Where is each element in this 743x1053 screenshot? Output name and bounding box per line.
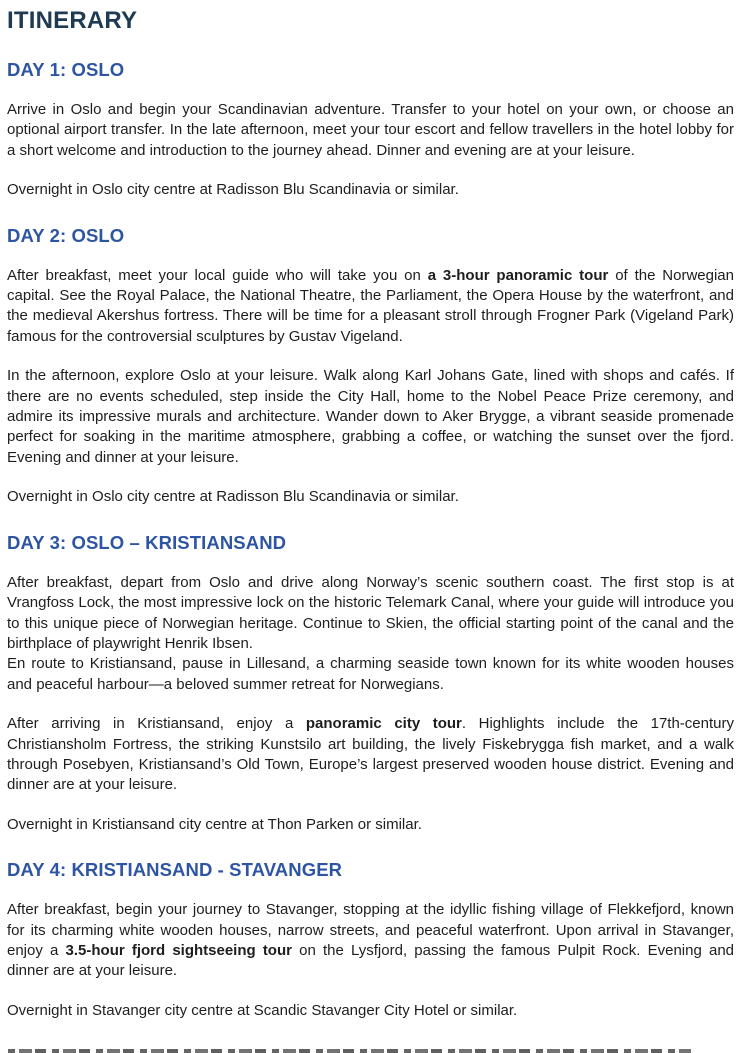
text-run: After arriving in Kristiansand, enjoy a: [7, 715, 306, 733]
text-run: Arrive in Oslo and begin your Scandinavian adventure. Transfer to your hotel on your own, or choose an optional airport transfer. In the late afternoon, meet your tour escort and fellow travellers in the hotel lobby for a short welcome and introduction to the journey ahead. Dinner and evening are at your leisure.: [7, 101, 734, 159]
day-paragraph: [7, 100, 734, 161]
text-run: In the afternoon, explore Oslo at your leisure. Walk along Karl Johans Gate, lined with shops and cafés. If there are no events scheduled, step inside the City Hall, home to the Nobel Peace Prize ceremony, and admire its impressive murals and architecture. Wander down to Aker Brygge, a vibrant seaside promenade perfect for soaking in the maritime atmosphere, grabbing a coffee, or watching the sunset over the fjord. Evening and dinner at your leisure.: [7, 367, 734, 466]
text-run: Overnight in Kristiansand city centre at Thon Parken or similar.: [7, 815, 422, 833]
text-run: After breakfast, meet your local guide who will take you on: [7, 266, 428, 284]
text-run: After breakfast, begin your journey to Stavanger, stopping at the idyllic fishing village of Flekkefjord, known for its charming white wooden houses, narrow streets, and peaceful waterfront. Upon arrival in Stavanger, enjoy a: [7, 901, 734, 959]
day-paragraph: [7, 266, 734, 348]
day-paragraph: [7, 573, 734, 695]
day-heading: DAY 3: OSLO – KRISTIANSAND: [7, 531, 287, 553]
overnight-note: [7, 815, 734, 835]
text-run: of the Norwegian capital. See the Royal Palace, the National Theatre, the Parliament, the Opera House by the waterfront, and the medieval Akershus fortress. There will be time for a pleasant stroll through Frogner Park (Vigeland Park) famous for the controversial sculptures by Gustav Vigeland.: [7, 266, 734, 345]
day-paragraphs: [7, 266, 734, 508]
day-paragraph: [7, 900, 734, 982]
day-section: [7, 859, 734, 1021]
page-title: ITINERARY: [7, 7, 138, 34]
overnight-note: [7, 1001, 734, 1021]
text-run: Overnight in Oslo city centre at Radisson Blu Scandinavia or similar.: [7, 488, 459, 506]
text-run: Overnight in Oslo city centre at Radisson Blu Scandinavia or similar.: [7, 181, 459, 199]
bold-text-run: 3.5-hour fjord sightseeing tour: [65, 941, 292, 959]
text-run: on the Lysfjord, passing the famous Pulpit Rock. Evening and dinner are at your leisure.: [7, 941, 735, 980]
bold-text-run: panoramic city tour: [305, 715, 462, 733]
cutoff-next-line-text: [8, 1049, 691, 1053]
overnight-note: [7, 180, 734, 200]
day-heading: DAY 2: OSLO: [7, 224, 125, 246]
itinerary-sections: [7, 59, 734, 1021]
day-heading: DAY 4: KRISTIANSAND - STAVANGER: [7, 859, 343, 881]
day-paragraphs: [7, 100, 734, 201]
text-run: After breakfast, depart from Oslo and drive along Norway’s scenic southern coast. The first stop is at Vrangfoss Lock, the most impressive lock on the historic Telemark Canal, where your guide will introduce you to this unique piece of Norwegian heritage. Continue to Skien, the official starting point of the canal and the birthplace of playwright Henrik Ibsen.: [7, 573, 734, 652]
day-section: [7, 532, 734, 835]
day-section: [7, 59, 734, 201]
day-paragraph: [7, 714, 734, 796]
day-heading: DAY 1: OSLO: [7, 59, 125, 80]
day-paragraphs: [7, 573, 734, 835]
bold-text-run: a 3-hour panoramic tour: [427, 266, 609, 284]
overnight-note: [7, 487, 734, 507]
text-run: En route to Kristiansand, pause in Lillesand, a charming seaside town known for its white wooden houses and peaceful harbour—a beloved summer retreat for Norwegians.: [7, 655, 734, 693]
text-run: . Highlights include the 17th-century Christiansholm Fortress, the striking Kunstsilo art building, the lively Fiskebrygga fish market, and a walk through Posebyen, Kristiansand’s Old Town, Europe’s largest preserved wooden house district. Evening and dinner are at your leisure.: [7, 715, 734, 794]
text-run: Overnight in Stavanger city centre at Scandic Stavanger City Hotel or similar.: [7, 1001, 518, 1019]
day-section: [7, 225, 734, 508]
day-paragraph: [7, 366, 734, 468]
day-paragraphs: [7, 900, 734, 1021]
